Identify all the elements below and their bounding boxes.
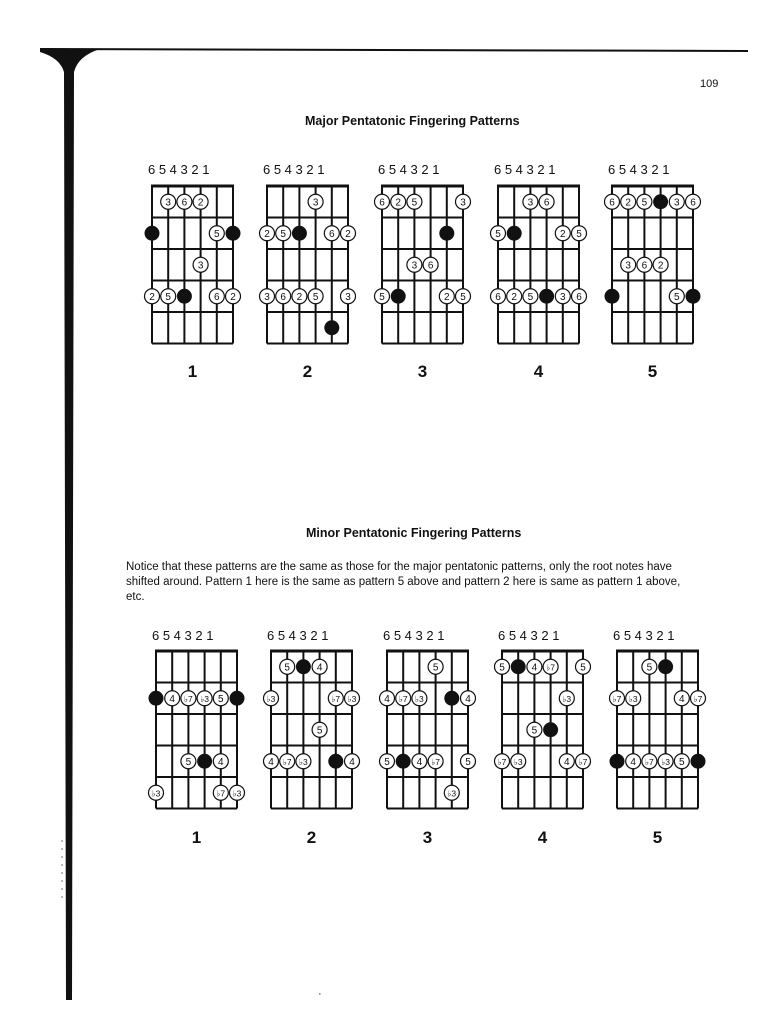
scale-degree-marker: [674, 691, 689, 706]
string-numbers-label: 6 5 4 3 2 1: [494, 162, 556, 177]
scale-degree-label: 2: [230, 291, 236, 303]
scale-degree-label: 2: [264, 228, 270, 240]
scale-degree-label: 5: [214, 228, 220, 240]
scale-degree-label: ♭7: [216, 788, 226, 799]
scale-degree-label: 5: [384, 756, 390, 768]
scale-degree-label: 6: [427, 260, 434, 272]
minor-description: Notice that these patterns are the same as those for the major pentatonic patterns, only the root notes have shifted around. Pattern 1 here is the same as pattern 5 above and pattern 2 here is same as pattern 1 above, etc.: [126, 561, 681, 603]
scale-degree-label: 4: [679, 693, 685, 705]
scale-degree-label: 2: [149, 291, 155, 303]
scale-degree-label: ♭3: [415, 693, 424, 704]
footer-mark: ·: [318, 988, 322, 1000]
scale-degree-label: ♭3: [447, 788, 457, 799]
scale-degree-marker: [658, 754, 673, 769]
string-numbers-label: 6 5 4 3 2 1: [498, 628, 560, 643]
scale-degree-marker: [642, 754, 657, 769]
scale-degree-label: 6: [609, 197, 615, 209]
scale-degree-label: 5: [531, 725, 538, 737]
scale-degree-label: ♭7: [546, 662, 555, 673]
root-note-dot: [658, 659, 673, 674]
scale-degree-label: 3: [560, 291, 566, 303]
scale-degree-label: 2: [197, 197, 204, 209]
scale-degree-label: 2: [657, 260, 664, 272]
major-pattern-number: 4: [533, 362, 544, 381]
scale-degree-label: ♭3: [232, 788, 242, 799]
scale-degree-label: 4: [316, 662, 323, 674]
major-pattern-number: 1: [187, 362, 198, 381]
scale-degree-label: 4: [531, 662, 538, 674]
string-numbers-label: 6 5 4 3 2 1: [613, 628, 675, 643]
scale-degree-label: 3: [411, 260, 418, 272]
scale-degree-label: 3: [197, 260, 204, 272]
major-pattern-number: 3: [417, 362, 428, 381]
minor-pattern-number: 4: [537, 828, 548, 847]
scale-degree-label: 4: [384, 693, 390, 705]
scale-degree-label: 5: [460, 291, 466, 303]
scale-degree-label: 4: [349, 756, 355, 768]
scale-degree-label: 5: [316, 725, 323, 737]
minor-pattern-number: 5: [652, 828, 663, 847]
scale-degree-label: ♭7: [578, 756, 588, 767]
scale-degree-label: ♭3: [513, 756, 523, 767]
scale-degree-label: ♭7: [497, 756, 507, 767]
scale-degree-label: ♭3: [347, 693, 357, 704]
scale-degree-label: 2: [395, 197, 401, 209]
scale-degree-label: ♭7: [645, 756, 654, 767]
major-pattern-number: 5: [647, 362, 658, 381]
scale-degree-label: ♭3: [266, 693, 276, 704]
scale-degree-label: 5: [312, 291, 319, 303]
scale-degree-label: 5: [284, 662, 290, 674]
scale-degree-label: 2: [511, 291, 517, 303]
root-note-dot: [610, 754, 625, 769]
scale-degree-label: ♭7: [693, 693, 703, 704]
scale-degree-label: 5: [580, 662, 586, 674]
string-numbers-label: 6 5 4 3 2 1: [148, 162, 210, 177]
scale-degree-marker: [610, 691, 625, 706]
scale-degree-label: ♭3: [299, 756, 308, 767]
scale-degree-label: 4: [218, 756, 224, 768]
scale-degree-label: 5: [379, 291, 385, 303]
string-numbers-label: 6 5 4 3 2 1: [152, 628, 214, 643]
scale-degree-label: 3: [527, 197, 534, 209]
scale-degree-label: 5: [218, 693, 224, 705]
scale-degree-label: 3: [345, 291, 351, 303]
scale-degree-label: 6: [641, 260, 648, 272]
scale-degree-label: 6: [329, 228, 335, 240]
scale-degree-marker: [642, 659, 657, 674]
scale-degree-label: 6: [181, 197, 188, 209]
scale-degree-label: 5: [641, 197, 648, 209]
scale-degree-marker: [691, 691, 706, 706]
scale-degree-label: 3: [264, 291, 270, 303]
root-note-dot: [691, 754, 706, 769]
scale-degree-label: 5: [646, 662, 653, 674]
scale-degree-label: ♭3: [200, 693, 209, 704]
scale-degree-label: 5: [165, 291, 171, 303]
major-pattern-number: 2: [302, 362, 313, 381]
scale-degree-label: 4: [268, 756, 274, 768]
scale-degree-label: 3: [460, 197, 466, 209]
scale-degree-label: 2: [345, 228, 351, 240]
scale-degree-label: 4: [630, 756, 636, 768]
scale-degree-label: ♭7: [282, 756, 292, 767]
scale-degree-label: 6: [576, 291, 582, 303]
scale-degree-label: 4: [169, 693, 175, 705]
scale-degree-label: 2: [444, 291, 450, 303]
minor-section-title: Minor Pentatonic Fingering Patterns: [306, 526, 522, 540]
scale-degree-marker: [626, 754, 641, 769]
scale-degree-label: 4: [465, 693, 471, 705]
scale-degree-label: 5: [495, 228, 501, 240]
scale-degree-label: 4: [416, 756, 423, 768]
scale-degree-label: 3: [674, 197, 680, 209]
scale-degree-label: 5: [432, 662, 439, 674]
scale-degree-label: 2: [625, 197, 631, 209]
scale-degree-label: 5: [679, 756, 685, 768]
scale-degree-label: 5: [185, 756, 192, 768]
scale-degree-label: 5: [280, 228, 286, 240]
scale-degree-label: ♭7: [431, 756, 440, 767]
scale-degree-label: 3: [312, 197, 319, 209]
major-section-title: Major Pentatonic Fingering Patterns: [305, 114, 520, 128]
scale-degree-label: 5: [674, 291, 680, 303]
string-numbers-label: 6 5 4 3 2 1: [263, 162, 325, 177]
scale-degree-label: ♭7: [398, 693, 408, 704]
minor-pattern-number: 1: [191, 828, 202, 847]
scale-degree-label: 2: [560, 228, 566, 240]
scale-degree-marker: [674, 754, 689, 769]
scale-degree-label: ♭3: [151, 788, 161, 799]
scale-degree-label: 5: [411, 197, 418, 209]
scale-degree-label: ♭3: [562, 693, 572, 704]
minor-pattern-number: 2: [306, 828, 317, 847]
scale-degree-label: 5: [499, 662, 505, 674]
string-numbers-label: 6 5 4 3 2 1: [383, 628, 445, 643]
scale-degree-label: ♭7: [612, 693, 622, 704]
scale-degree-label: 4: [564, 756, 570, 768]
string-numbers-label: 6 5 4 3 2 1: [608, 162, 670, 177]
scale-degree-label: ♭3: [628, 693, 638, 704]
scale-degree-label: 6: [214, 291, 220, 303]
string-numbers-label: 6 5 4 3 2 1: [378, 162, 440, 177]
minor-pattern-number: 3: [422, 828, 433, 847]
scale-degree-label: 6: [543, 197, 550, 209]
scale-degree-label: ♭3: [661, 756, 670, 767]
scale-degree-label: ♭7: [184, 693, 193, 704]
scale-degree-label: 3: [625, 260, 631, 272]
string-numbers-label: 6 5 4 3 2 1: [267, 628, 329, 643]
scale-degree-label: 5: [576, 228, 582, 240]
scale-degree-label: 2: [296, 291, 303, 303]
scale-degree-label: 6: [495, 291, 501, 303]
scale-degree-label: 5: [465, 756, 471, 768]
scale-degree-label: 6: [280, 291, 286, 303]
scale-degree-marker: [626, 691, 641, 706]
scale-degree-label: 5: [527, 291, 534, 303]
scale-degree-label: 6: [379, 197, 385, 209]
scale-degree-label: 3: [165, 197, 171, 209]
scale-degree-label: 6: [690, 197, 696, 209]
scale-degree-label: ♭7: [331, 693, 341, 704]
page-number: 109: [700, 78, 719, 90]
